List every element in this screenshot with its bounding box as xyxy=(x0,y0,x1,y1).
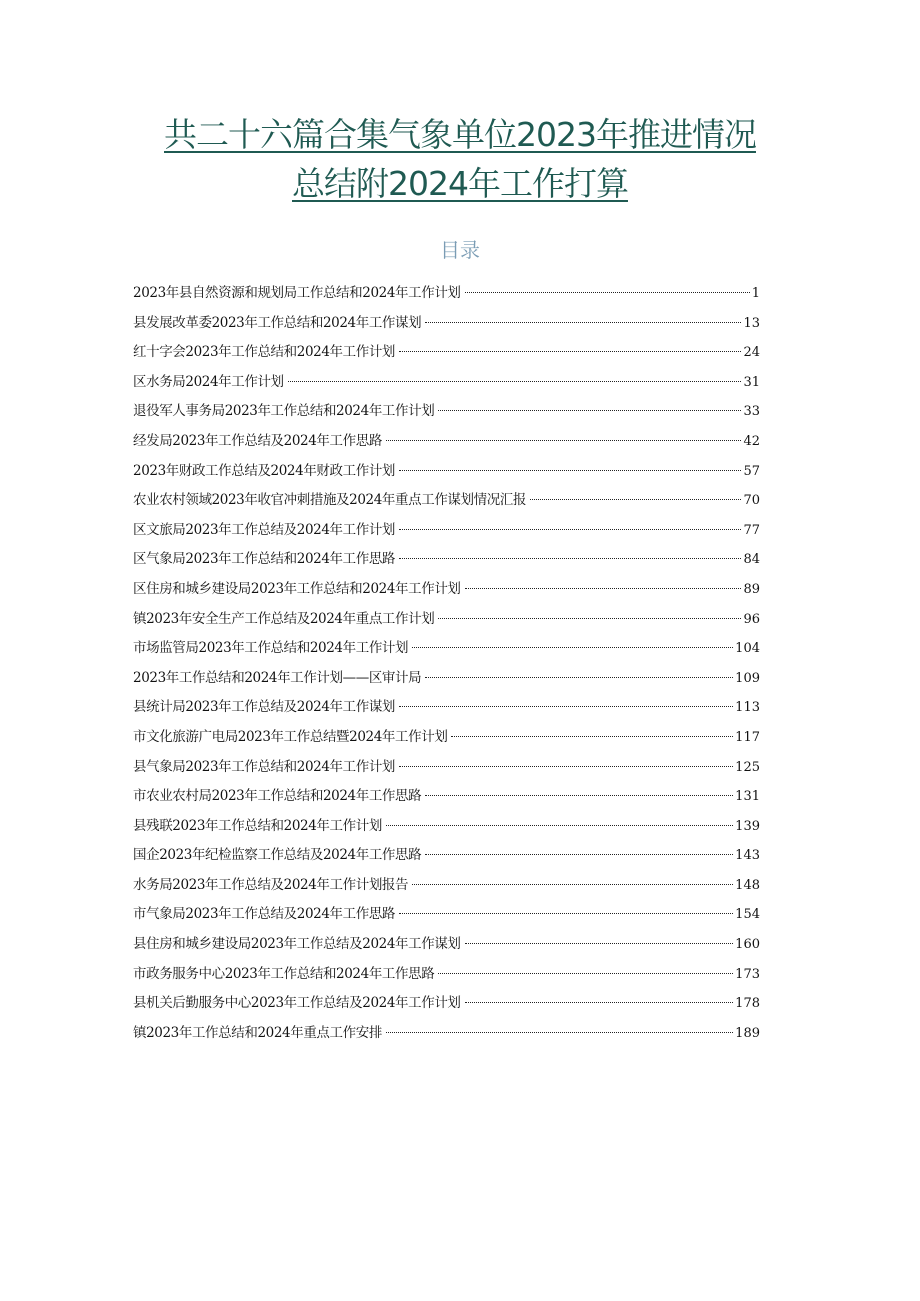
toc-dot-leader xyxy=(451,735,733,737)
toc-dot-leader xyxy=(425,794,733,796)
toc-entry[interactable] xyxy=(133,843,760,873)
toc-entry[interactable] xyxy=(133,577,760,607)
toc-entry-title: 镇2023年安全生产工作总结及2024年重点工作计划 xyxy=(133,610,435,627)
toc-entry[interactable] xyxy=(133,340,760,370)
toc-page-number: 113 xyxy=(735,700,760,716)
toc-page-number: 189 xyxy=(735,1025,760,1041)
toc-dot-leader xyxy=(399,557,741,559)
toc-dot-leader xyxy=(465,587,742,589)
toc-page-number: 24 xyxy=(743,345,760,361)
toc-page-number: 31 xyxy=(743,374,760,390)
toc-heading: 目录 xyxy=(440,238,480,262)
toc-page-number: 131 xyxy=(735,789,760,805)
toc-entry-title: 红十字会2023年工作总结和2024年工作计划 xyxy=(133,344,396,361)
toc-entry-title: 2023年县自然资源和规划局工作总结和2024年工作计划 xyxy=(133,285,461,301)
toc-dot-leader xyxy=(465,291,750,293)
toc-entry[interactable] xyxy=(133,962,760,992)
toc-page-number: 139 xyxy=(735,818,760,834)
toc-entry[interactable] xyxy=(133,370,760,400)
toc-page-number: 154 xyxy=(735,907,760,923)
toc-entry[interactable] xyxy=(133,991,760,1021)
toc-entry-title: 市文化旅游广电局2023年工作总结暨2024年工作计划 xyxy=(133,728,448,745)
toc-entry-title: 县气象局2023年工作总结和2024年工作计划 xyxy=(133,758,396,775)
toc-entry[interactable] xyxy=(133,902,760,932)
toc-dot-leader xyxy=(399,765,733,767)
document-title-line-1 xyxy=(100,113,820,157)
toc-entry-title: 区气象局2023年工作总结和2024年工作思路 xyxy=(133,551,396,568)
toc-entry-title: 农业农村领域2023年收官冲刺措施及2024年重点工作谋划情况汇报 xyxy=(133,492,527,509)
toc-entry[interactable] xyxy=(133,1021,760,1051)
title-line-1-text: 共二十六篇合集气象单位2023年推进情况 xyxy=(164,115,756,154)
toc-dot-leader xyxy=(399,912,733,914)
toc-dot-leader xyxy=(465,1001,734,1003)
toc-page-number: 117 xyxy=(735,729,760,745)
toc-page-number: 1 xyxy=(751,286,760,301)
toc-entry-title: 镇2023年工作总结和2024年重点工作安排 xyxy=(133,1024,382,1041)
toc-page-number: 33 xyxy=(743,404,760,420)
toc-dot-leader xyxy=(386,1031,733,1033)
toc-dot-leader xyxy=(425,853,733,855)
toc-page-number: 143 xyxy=(735,848,760,864)
toc-page-number: 70 xyxy=(743,493,760,509)
toc-entry-title: 退役军人事务局2023年工作总结和2024年工作计划 xyxy=(133,403,435,420)
toc-entry[interactable] xyxy=(133,755,760,785)
toc-entry-title: 市场监管局2023年工作总结和2024年工作计划 xyxy=(133,640,409,657)
toc-entry[interactable] xyxy=(133,488,760,518)
toc-page-number: 178 xyxy=(735,996,760,1012)
toc-entry-title: 县统计局2023年工作总结及2024年工作谋划 xyxy=(133,699,396,716)
toc-entry[interactable] xyxy=(133,695,760,725)
toc-entry[interactable] xyxy=(133,281,760,311)
toc-entry-title: 县住房和城乡建设局2023年工作总结及2024年工作谋划 xyxy=(133,936,461,953)
toc-entry[interactable] xyxy=(133,666,760,696)
toc-page-number: 84 xyxy=(743,552,760,568)
toc-dot-leader xyxy=(438,409,741,411)
title-line-2-text: 总结附2024年工作打算 xyxy=(292,164,628,203)
toc-dot-leader xyxy=(399,705,733,707)
toc-entry-title: 市政务服务中心2023年工作总结和2024年工作思路 xyxy=(133,965,435,982)
toc-page-number: 96 xyxy=(743,611,760,627)
toc-page-number: 125 xyxy=(735,759,760,775)
toc-entry-title: 县残联2023年工作总结和2024年工作计划 xyxy=(133,817,382,834)
toc-entry[interactable] xyxy=(133,311,760,341)
toc-dot-leader xyxy=(438,972,733,974)
toc-entry[interactable] xyxy=(133,607,760,637)
toc-entry[interactable] xyxy=(133,547,760,577)
toc-entry-title: 水务局2023年工作总结及2024年工作计划报告 xyxy=(133,876,409,893)
toc-page-number: 173 xyxy=(735,966,760,982)
toc-entry-title: 经发局2023年工作总结及2024年工作思路 xyxy=(133,432,382,449)
toc-page-number: 77 xyxy=(743,522,760,538)
toc-entry-title: 县发展改革委2023年工作总结和2024年工作谋划 xyxy=(133,314,422,331)
toc-dot-leader xyxy=(438,617,741,619)
toc-page-number: 42 xyxy=(743,433,760,449)
toc-page-number: 13 xyxy=(743,315,760,331)
toc-entry-title: 国企2023年纪检监察工作总结及2024年工作思路 xyxy=(133,847,422,864)
toc-entry[interactable] xyxy=(133,429,760,459)
toc-dot-leader xyxy=(288,380,742,382)
toc-page-number: 109 xyxy=(735,670,760,686)
toc-page-number: 104 xyxy=(735,641,760,657)
toc-entry-title: 区水务局2024年工作计划 xyxy=(133,373,284,390)
toc-entry-title: 2023年财政工作总结及2024年财政工作计划 xyxy=(133,462,396,479)
toc-entry[interactable] xyxy=(133,459,760,489)
toc-entry-title: 2023年工作总结和2024年工作计划——区审计局 xyxy=(133,669,422,686)
toc-dot-leader xyxy=(412,646,733,648)
toc-dot-leader xyxy=(399,350,741,352)
toc-entry[interactable] xyxy=(133,399,760,429)
toc-entry-title: 市气象局2023年工作总结及2024年工作思路 xyxy=(133,906,396,923)
toc-dot-leader xyxy=(465,942,734,944)
toc-dot-leader xyxy=(386,824,733,826)
toc-entry[interactable] xyxy=(133,932,760,962)
toc-entry-title: 区住房和城乡建设局2023年工作总结和2024年工作计划 xyxy=(133,580,461,597)
toc-page-number: 89 xyxy=(743,581,760,597)
toc-entry[interactable] xyxy=(133,873,760,903)
table-of-contents xyxy=(133,281,760,1050)
toc-entry[interactable] xyxy=(133,814,760,844)
toc-entry[interactable] xyxy=(133,784,760,814)
toc-entry-title: 县机关后勤服务中心2023年工作总结及2024年工作计划 xyxy=(133,995,461,1012)
toc-page-number: 160 xyxy=(735,937,760,953)
toc-dot-leader xyxy=(530,498,741,500)
toc-dot-leader xyxy=(412,883,733,885)
toc-page-number: 57 xyxy=(743,463,760,479)
toc-dot-leader xyxy=(399,528,741,530)
document-title-line-2 xyxy=(100,162,820,206)
toc-dot-leader xyxy=(425,321,741,323)
toc-page-number: 148 xyxy=(735,877,760,893)
toc-dot-leader xyxy=(399,469,741,471)
toc-dot-leader xyxy=(425,676,733,678)
toc-entry-title: 市农业农村局2023年工作总结和2024年工作思路 xyxy=(133,788,422,805)
toc-entry-title: 区文旅局2023年工作总结及2024年工作计划 xyxy=(133,521,396,538)
toc-entry[interactable] xyxy=(133,636,760,666)
toc-entry[interactable] xyxy=(133,725,760,755)
toc-dot-leader xyxy=(386,439,742,441)
toc-entry[interactable] xyxy=(133,518,760,548)
